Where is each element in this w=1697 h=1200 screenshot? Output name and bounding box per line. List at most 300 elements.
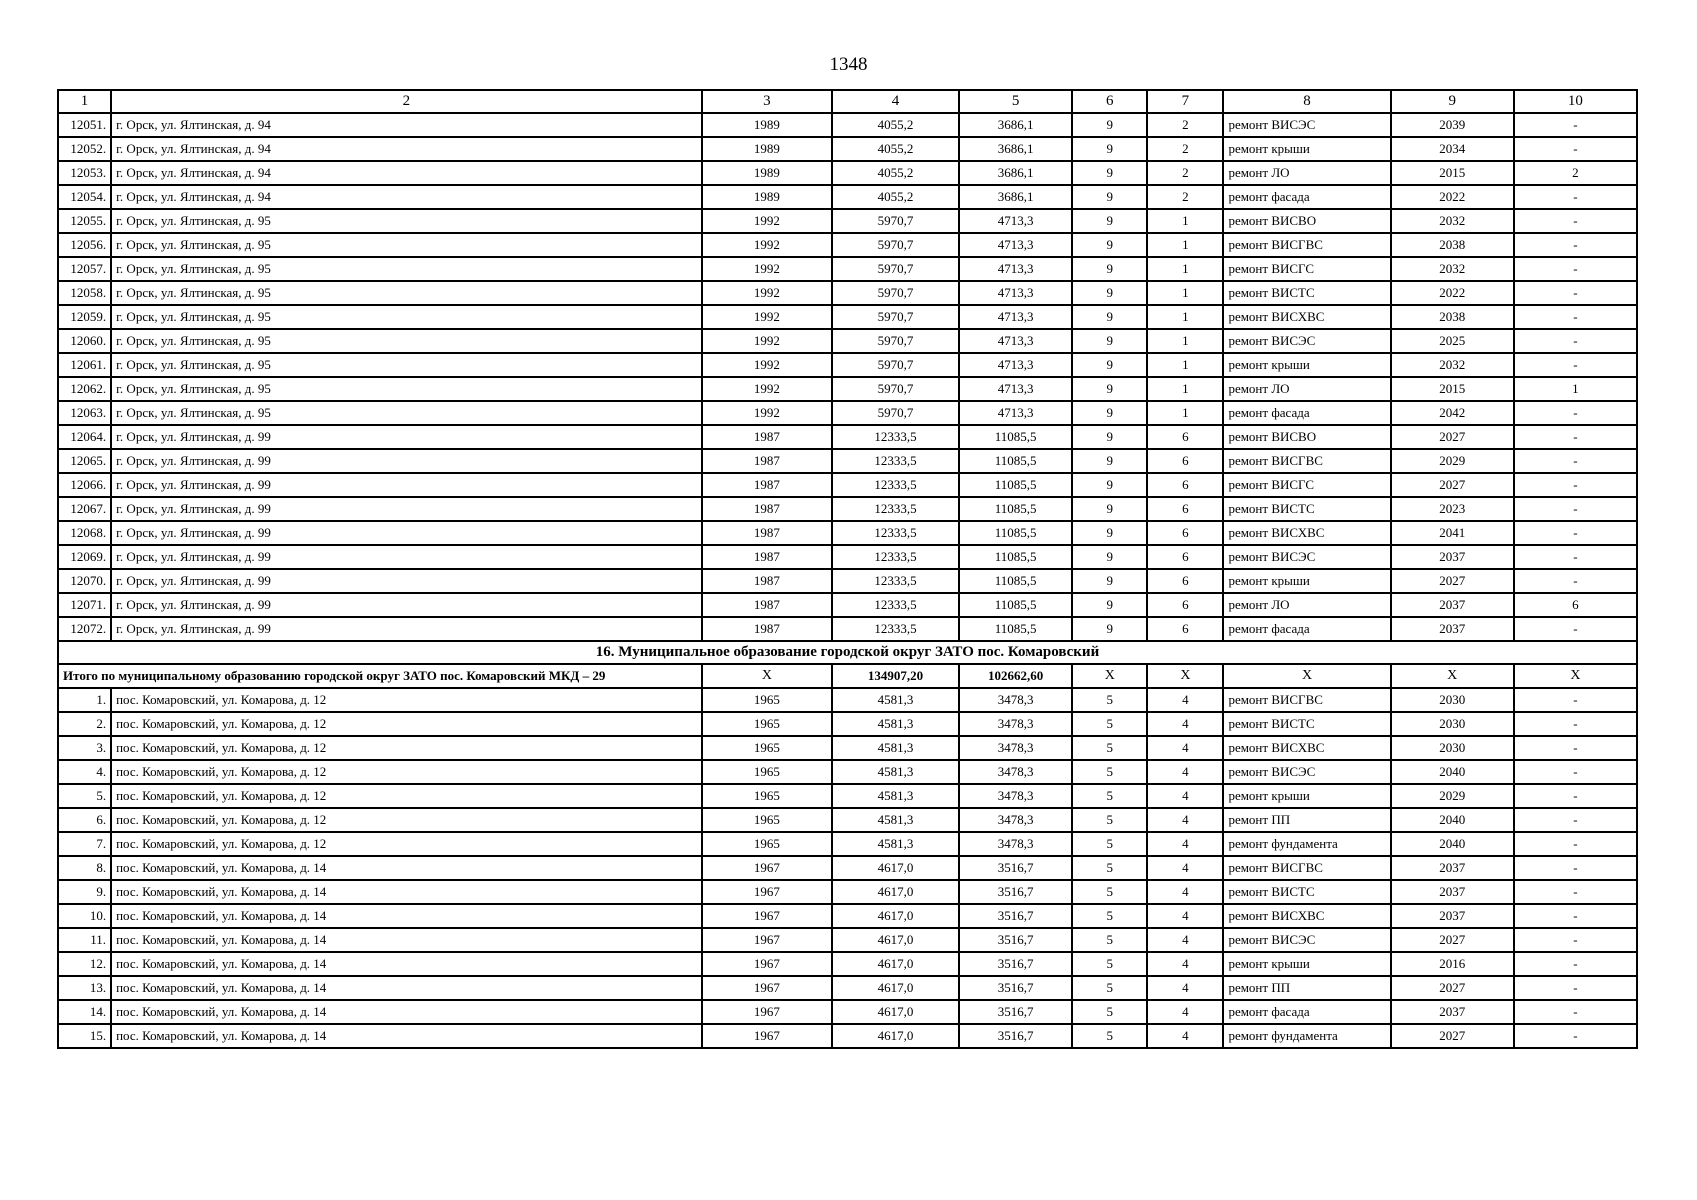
table-cell: ремонт крыши [1223, 353, 1390, 377]
table-cell: 1992 [702, 209, 832, 233]
table-cell: 3478,3 [959, 808, 1072, 832]
table-cell: 12066. [58, 473, 111, 497]
table-cell: пос. Комаровский, ул. Комарова, д. 12 [111, 760, 702, 784]
table-cell: - [1514, 976, 1637, 1000]
table-cell: 1987 [702, 497, 832, 521]
table-cell: пос. Комаровский, ул. Комарова, д. 12 [111, 832, 702, 856]
total-cell: Х [1147, 664, 1223, 688]
table-cell: 14. [58, 1000, 111, 1024]
table-cell: г. Орск, ул. Ялтинская, д. 95 [111, 329, 702, 353]
table-cell: 2037 [1391, 1000, 1514, 1024]
table-cell: 2037 [1391, 617, 1514, 641]
table-cell: 12333,5 [832, 593, 959, 617]
table-cell: - [1514, 209, 1637, 233]
table-cell: 1 [1147, 233, 1223, 257]
table-cell: 4 [1147, 1024, 1223, 1048]
table-cell: 4 [1147, 976, 1223, 1000]
table-cell: ремонт ВИСЭС [1223, 329, 1390, 353]
table-cell: 4617,0 [832, 1000, 959, 1024]
table-cell: 2027 [1391, 1024, 1514, 1048]
table-cell: 2030 [1391, 688, 1514, 712]
table-cell: ремонт ВИСТС [1223, 712, 1390, 736]
table-cell: 4713,3 [959, 329, 1072, 353]
table-cell: 13. [58, 976, 111, 1000]
table-cell: г. Орск, ул. Ялтинская, д. 99 [111, 569, 702, 593]
table-cell: 4055,2 [832, 113, 959, 137]
table-cell: 3686,1 [959, 161, 1072, 185]
table-cell: - [1514, 545, 1637, 569]
table-cell: ремонт ЛО [1223, 161, 1390, 185]
table-cell: 11085,5 [959, 497, 1072, 521]
table-cell: 1 [1147, 305, 1223, 329]
table-cell: пос. Комаровский, ул. Комарова, д. 14 [111, 1000, 702, 1024]
table-cell: 6. [58, 808, 111, 832]
table-cell: г. Орск, ул. Ялтинская, д. 95 [111, 305, 702, 329]
table-row [58, 736, 1637, 760]
table-cell: - [1514, 952, 1637, 976]
table-cell: - [1514, 473, 1637, 497]
table-cell: 9 [1072, 425, 1147, 449]
table-cell: - [1514, 928, 1637, 952]
table-cell: 1967 [702, 880, 832, 904]
table-row [58, 808, 1637, 832]
table-cell: 1992 [702, 377, 832, 401]
table-cell: 1992 [702, 305, 832, 329]
table-cell: 2040 [1391, 760, 1514, 784]
table-cell: 3478,3 [959, 712, 1072, 736]
table-cell: 2037 [1391, 880, 1514, 904]
table-cell: - [1514, 808, 1637, 832]
total-cell: Х [1072, 664, 1147, 688]
table-cell: 5 [1072, 832, 1147, 856]
table-cell: ремонт крыши [1223, 784, 1390, 808]
table-cell: - [1514, 401, 1637, 425]
table-cell: 4713,3 [959, 209, 1072, 233]
table-cell: 9 [1072, 593, 1147, 617]
table-cell: 12064. [58, 425, 111, 449]
table-cell: пос. Комаровский, ул. Комарова, д. 14 [111, 952, 702, 976]
table-cell: 1965 [702, 736, 832, 760]
table-cell: 2038 [1391, 233, 1514, 257]
column-number-row [58, 90, 1637, 113]
table-cell: ремонт фасада [1223, 1000, 1390, 1024]
table-cell: 4 [1147, 808, 1223, 832]
table-cell: г. Орск, ул. Ялтинская, д. 95 [111, 353, 702, 377]
table-cell: 12065. [58, 449, 111, 473]
table-cell: 4617,0 [832, 976, 959, 1000]
table-cell: 12072. [58, 617, 111, 641]
orsk-rows [58, 113, 1637, 641]
table-cell: - [1514, 113, 1637, 137]
table-cell: 9 [1072, 257, 1147, 281]
table-cell: 2032 [1391, 257, 1514, 281]
table-cell: 1992 [702, 329, 832, 353]
table-cell: 5 [1072, 904, 1147, 928]
table-cell: 12059. [58, 305, 111, 329]
table-cell: 3. [58, 736, 111, 760]
table-cell: - [1514, 904, 1637, 928]
table-cell: 6 [1147, 473, 1223, 497]
table-cell: - [1514, 305, 1637, 329]
table-cell: 4 [1147, 904, 1223, 928]
table-cell: 9. [58, 880, 111, 904]
table-cell: 3516,7 [959, 928, 1072, 952]
table-cell: - [1514, 281, 1637, 305]
table-cell: 2034 [1391, 137, 1514, 161]
table-cell: пос. Комаровский, ул. Комарова, д. 14 [111, 1024, 702, 1048]
table-cell: 2 [1147, 161, 1223, 185]
table-cell: 1 [1147, 209, 1223, 233]
table-cell: ремонт ВИСХВС [1223, 736, 1390, 760]
table-cell: 1987 [702, 425, 832, 449]
table-cell: 4713,3 [959, 401, 1072, 425]
column-header: 4 [832, 90, 959, 113]
table-row [58, 305, 1637, 329]
table-cell: 1967 [702, 1024, 832, 1048]
table-cell: 11085,5 [959, 449, 1072, 473]
table-row [58, 545, 1637, 569]
table-cell: 3686,1 [959, 137, 1072, 161]
table-cell: г. Орск, ул. Ялтинская, д. 99 [111, 497, 702, 521]
table-cell: ремонт ВИСГС [1223, 257, 1390, 281]
table-cell: 1989 [702, 161, 832, 185]
table-cell: 5 [1072, 808, 1147, 832]
table-cell: ремонт ВИСТС [1223, 880, 1390, 904]
table-cell: - [1514, 521, 1637, 545]
table-cell: 12060. [58, 329, 111, 353]
table-cell: - [1514, 880, 1637, 904]
table-cell: 12333,5 [832, 497, 959, 521]
table-cell: 4. [58, 760, 111, 784]
table-cell: 6 [1147, 545, 1223, 569]
table-cell: 2023 [1391, 497, 1514, 521]
table-cell: 5970,7 [832, 377, 959, 401]
table-cell: ремонт ВИСВО [1223, 425, 1390, 449]
table-cell: пос. Комаровский, ул. Комарова, д. 12 [111, 736, 702, 760]
table-cell: 4617,0 [832, 904, 959, 928]
table-cell: 12333,5 [832, 425, 959, 449]
table-cell: - [1514, 1000, 1637, 1024]
table-cell: 1967 [702, 928, 832, 952]
table-cell: 1 [1147, 329, 1223, 353]
table-cell: - [1514, 353, 1637, 377]
table-cell: 3478,3 [959, 832, 1072, 856]
table-cell: 3516,7 [959, 1024, 1072, 1048]
table-cell: ремонт ПП [1223, 976, 1390, 1000]
table-cell: 4581,3 [832, 736, 959, 760]
table-cell: 2 [1147, 137, 1223, 161]
table-cell: 1 [1147, 281, 1223, 305]
table-cell: 12058. [58, 281, 111, 305]
table-row [58, 113, 1637, 137]
table-cell: 5970,7 [832, 329, 959, 353]
table-cell: 1 [1147, 257, 1223, 281]
table-cell: 4581,3 [832, 784, 959, 808]
table-cell: 11085,5 [959, 425, 1072, 449]
table-row [58, 425, 1637, 449]
table-cell: 12054. [58, 185, 111, 209]
table-cell: 4713,3 [959, 377, 1072, 401]
table-row [58, 856, 1637, 880]
table-cell: 2038 [1391, 305, 1514, 329]
total-row [58, 664, 1637, 688]
table-cell: 11085,5 [959, 617, 1072, 641]
page-number: 1348 [829, 54, 868, 75]
table-cell: 12067. [58, 497, 111, 521]
table-cell: 11085,5 [959, 545, 1072, 569]
table-cell: г. Орск, ул. Ялтинская, д. 95 [111, 233, 702, 257]
table-cell: 4581,3 [832, 808, 959, 832]
table-cell: 4617,0 [832, 952, 959, 976]
column-header: 6 [1072, 90, 1147, 113]
table-cell: 1967 [702, 904, 832, 928]
table-cell: 9 [1072, 305, 1147, 329]
table-cell: пос. Комаровский, ул. Комарова, д. 12 [111, 688, 702, 712]
table-cell: 12068. [58, 521, 111, 545]
table-cell: ремонт ВИСХВС [1223, 521, 1390, 545]
table-cell: 4713,3 [959, 281, 1072, 305]
table-cell: г. Орск, ул. Ялтинская, д. 99 [111, 473, 702, 497]
table-cell: 5 [1072, 952, 1147, 976]
table-cell: - [1514, 233, 1637, 257]
table-cell: 9 [1072, 473, 1147, 497]
table-cell: 2030 [1391, 712, 1514, 736]
table-cell: 3516,7 [959, 856, 1072, 880]
table-cell: 2027 [1391, 976, 1514, 1000]
table-cell: 12333,5 [832, 473, 959, 497]
table-cell: 9 [1072, 353, 1147, 377]
table-cell: 5. [58, 784, 111, 808]
table-cell: 4 [1147, 928, 1223, 952]
table-cell: ремонт ВИСГВС [1223, 688, 1390, 712]
table-cell: 3516,7 [959, 976, 1072, 1000]
table-row [58, 473, 1637, 497]
table-cell: г. Орск, ул. Ялтинская, д. 95 [111, 377, 702, 401]
table-cell: 1987 [702, 521, 832, 545]
table-cell: 6 [1147, 521, 1223, 545]
table-cell: 9 [1072, 233, 1147, 257]
table-cell: 2039 [1391, 113, 1514, 137]
total-cell: Х [1391, 664, 1514, 688]
table-cell: ремонт крыши [1223, 569, 1390, 593]
table-cell: 5 [1072, 928, 1147, 952]
table-cell: 9 [1072, 521, 1147, 545]
table-cell: ремонт ВИСГВС [1223, 449, 1390, 473]
table-cell: ремонт ВИСЭС [1223, 113, 1390, 137]
table-cell: 12333,5 [832, 521, 959, 545]
table-cell: г. Орск, ул. Ялтинская, д. 99 [111, 449, 702, 473]
column-header: 7 [1147, 90, 1223, 113]
table-cell: 1992 [702, 353, 832, 377]
table-cell: г. Орск, ул. Ялтинская, д. 99 [111, 593, 702, 617]
table-cell: 6 [1147, 449, 1223, 473]
table-cell: г. Орск, ул. Ялтинская, д. 95 [111, 209, 702, 233]
table-cell: 9 [1072, 209, 1147, 233]
table-cell: 6 [1514, 593, 1637, 617]
table-cell: 7. [58, 832, 111, 856]
table-row [58, 784, 1637, 808]
table-cell: 1965 [702, 832, 832, 856]
table-cell: ремонт ПП [1223, 808, 1390, 832]
table-row [58, 593, 1637, 617]
table-cell: ремонт ВИСГВС [1223, 233, 1390, 257]
table-cell: 4713,3 [959, 233, 1072, 257]
table-cell: пос. Комаровский, ул. Комарова, д. 14 [111, 904, 702, 928]
table-cell: 1987 [702, 449, 832, 473]
table-cell: 1 [1147, 401, 1223, 425]
table-cell: 8. [58, 856, 111, 880]
table-row [58, 569, 1637, 593]
table-cell: 2015 [1391, 377, 1514, 401]
table-cell: 12051. [58, 113, 111, 137]
column-header: 5 [959, 90, 1072, 113]
table-cell: - [1514, 497, 1637, 521]
total-label: Итого по муниципальному образованию городской округ ЗАТО пос. Комаровский МКД – 29 [58, 664, 702, 688]
table-cell: 4 [1147, 832, 1223, 856]
table-row [58, 329, 1637, 353]
table-cell: 4581,3 [832, 760, 959, 784]
table-cell: 6 [1147, 497, 1223, 521]
table-cell: 11085,5 [959, 521, 1072, 545]
table-cell: ремонт фасада [1223, 401, 1390, 425]
table-cell: 9 [1072, 137, 1147, 161]
table-cell: 9 [1072, 185, 1147, 209]
table-cell: 4617,0 [832, 880, 959, 904]
table-cell: 4713,3 [959, 257, 1072, 281]
table-cell: 2027 [1391, 473, 1514, 497]
table-row [58, 760, 1637, 784]
table-cell: г. Орск, ул. Ялтинская, д. 94 [111, 185, 702, 209]
table-cell: 1987 [702, 473, 832, 497]
table-cell: - [1514, 736, 1637, 760]
table-cell: - [1514, 329, 1637, 353]
table-cell: ремонт ВИСЭС [1223, 545, 1390, 569]
table-cell: 6 [1147, 425, 1223, 449]
table-cell: 1987 [702, 617, 832, 641]
table-cell: 2 [1147, 185, 1223, 209]
table-cell: ремонт ВИСЭС [1223, 760, 1390, 784]
table-cell: 12053. [58, 161, 111, 185]
table-cell: 10. [58, 904, 111, 928]
table-cell: 12063. [58, 401, 111, 425]
table-cell: г. Орск, ул. Ялтинская, д. 95 [111, 257, 702, 281]
table-cell: 4 [1147, 760, 1223, 784]
table-cell: 12071. [58, 593, 111, 617]
table-cell: 5970,7 [832, 209, 959, 233]
section-title: 16. Муниципальное образование городской округ ЗАТО пос. Комаровский [58, 641, 1637, 664]
table-cell: г. Орск, ул. Ялтинская, д. 99 [111, 521, 702, 545]
table-cell: 11085,5 [959, 569, 1072, 593]
table-cell: 1965 [702, 760, 832, 784]
table-cell: 4055,2 [832, 161, 959, 185]
table-cell: 1992 [702, 401, 832, 425]
table-cell: 12062. [58, 377, 111, 401]
table-cell: 2041 [1391, 521, 1514, 545]
table-cell: 4055,2 [832, 185, 959, 209]
table-row [58, 353, 1637, 377]
table-cell: 2029 [1391, 449, 1514, 473]
table-row [58, 521, 1637, 545]
table-cell: 4 [1147, 736, 1223, 760]
table-cell: 2037 [1391, 545, 1514, 569]
table-cell: 2015 [1391, 161, 1514, 185]
table-cell: 4617,0 [832, 928, 959, 952]
table-cell: ремонт ВИСТС [1223, 497, 1390, 521]
table-cell: 5 [1072, 736, 1147, 760]
table-cell: 4055,2 [832, 137, 959, 161]
total-cell: 102662,60 [959, 664, 1072, 688]
table-cell: - [1514, 449, 1637, 473]
table-cell: 1965 [702, 784, 832, 808]
table-cell: 5970,7 [832, 257, 959, 281]
table-cell: пос. Комаровский, ул. Комарова, д. 14 [111, 928, 702, 952]
repair-schedule-table [57, 89, 1638, 1049]
table-cell: 5 [1072, 856, 1147, 880]
table-cell: 4 [1147, 880, 1223, 904]
table-cell: - [1514, 784, 1637, 808]
table-cell: пос. Комаровский, ул. Комарова, д. 14 [111, 856, 702, 880]
table-cell: 4617,0 [832, 856, 959, 880]
komarovsky-section [58, 641, 1637, 688]
table-cell: 3516,7 [959, 880, 1072, 904]
table-cell: 12056. [58, 233, 111, 257]
table-cell: ремонт крыши [1223, 952, 1390, 976]
table-cell: 3478,3 [959, 688, 1072, 712]
table-cell: 6 [1147, 593, 1223, 617]
table-row [58, 281, 1637, 305]
total-cell: 134907,20 [832, 664, 959, 688]
table-cell: 3478,3 [959, 736, 1072, 760]
table-cell: 2040 [1391, 832, 1514, 856]
table-cell: 4713,3 [959, 305, 1072, 329]
table-cell: 1967 [702, 1000, 832, 1024]
table-cell: 1 [1147, 377, 1223, 401]
table-row [58, 257, 1637, 281]
table-cell: ремонт ВИСХВС [1223, 305, 1390, 329]
table-cell: ремонт ЛО [1223, 377, 1390, 401]
table-cell: - [1514, 712, 1637, 736]
table-cell: 12333,5 [832, 545, 959, 569]
table-cell: 2 [1514, 161, 1637, 185]
table-cell: ремонт ВИСЭС [1223, 928, 1390, 952]
table-cell: 5970,7 [832, 401, 959, 425]
table-cell: ремонт фасада [1223, 617, 1390, 641]
table-row [58, 233, 1637, 257]
table-cell: 9 [1072, 161, 1147, 185]
table-cell: 6 [1147, 569, 1223, 593]
column-header: 10 [1514, 90, 1637, 113]
table-cell: 5970,7 [832, 233, 959, 257]
table-cell: 1987 [702, 569, 832, 593]
table-cell: 12057. [58, 257, 111, 281]
table-cell: - [1514, 856, 1637, 880]
table-cell: 1967 [702, 976, 832, 1000]
column-header: 2 [111, 90, 702, 113]
table-cell: 3686,1 [959, 185, 1072, 209]
table-cell: ремонт фундамента [1223, 1024, 1390, 1048]
table-cell: 1989 [702, 113, 832, 137]
table-cell: 11. [58, 928, 111, 952]
table-cell: 9 [1072, 617, 1147, 641]
table-cell: - [1514, 617, 1637, 641]
table-cell: 3516,7 [959, 1000, 1072, 1024]
table-cell: 9 [1072, 113, 1147, 137]
table-cell: 1989 [702, 137, 832, 161]
table-row [58, 137, 1637, 161]
table-cell: г. Орск, ул. Ялтинская, д. 94 [111, 137, 702, 161]
table-cell: 4 [1147, 712, 1223, 736]
total-cell: Х [702, 664, 832, 688]
